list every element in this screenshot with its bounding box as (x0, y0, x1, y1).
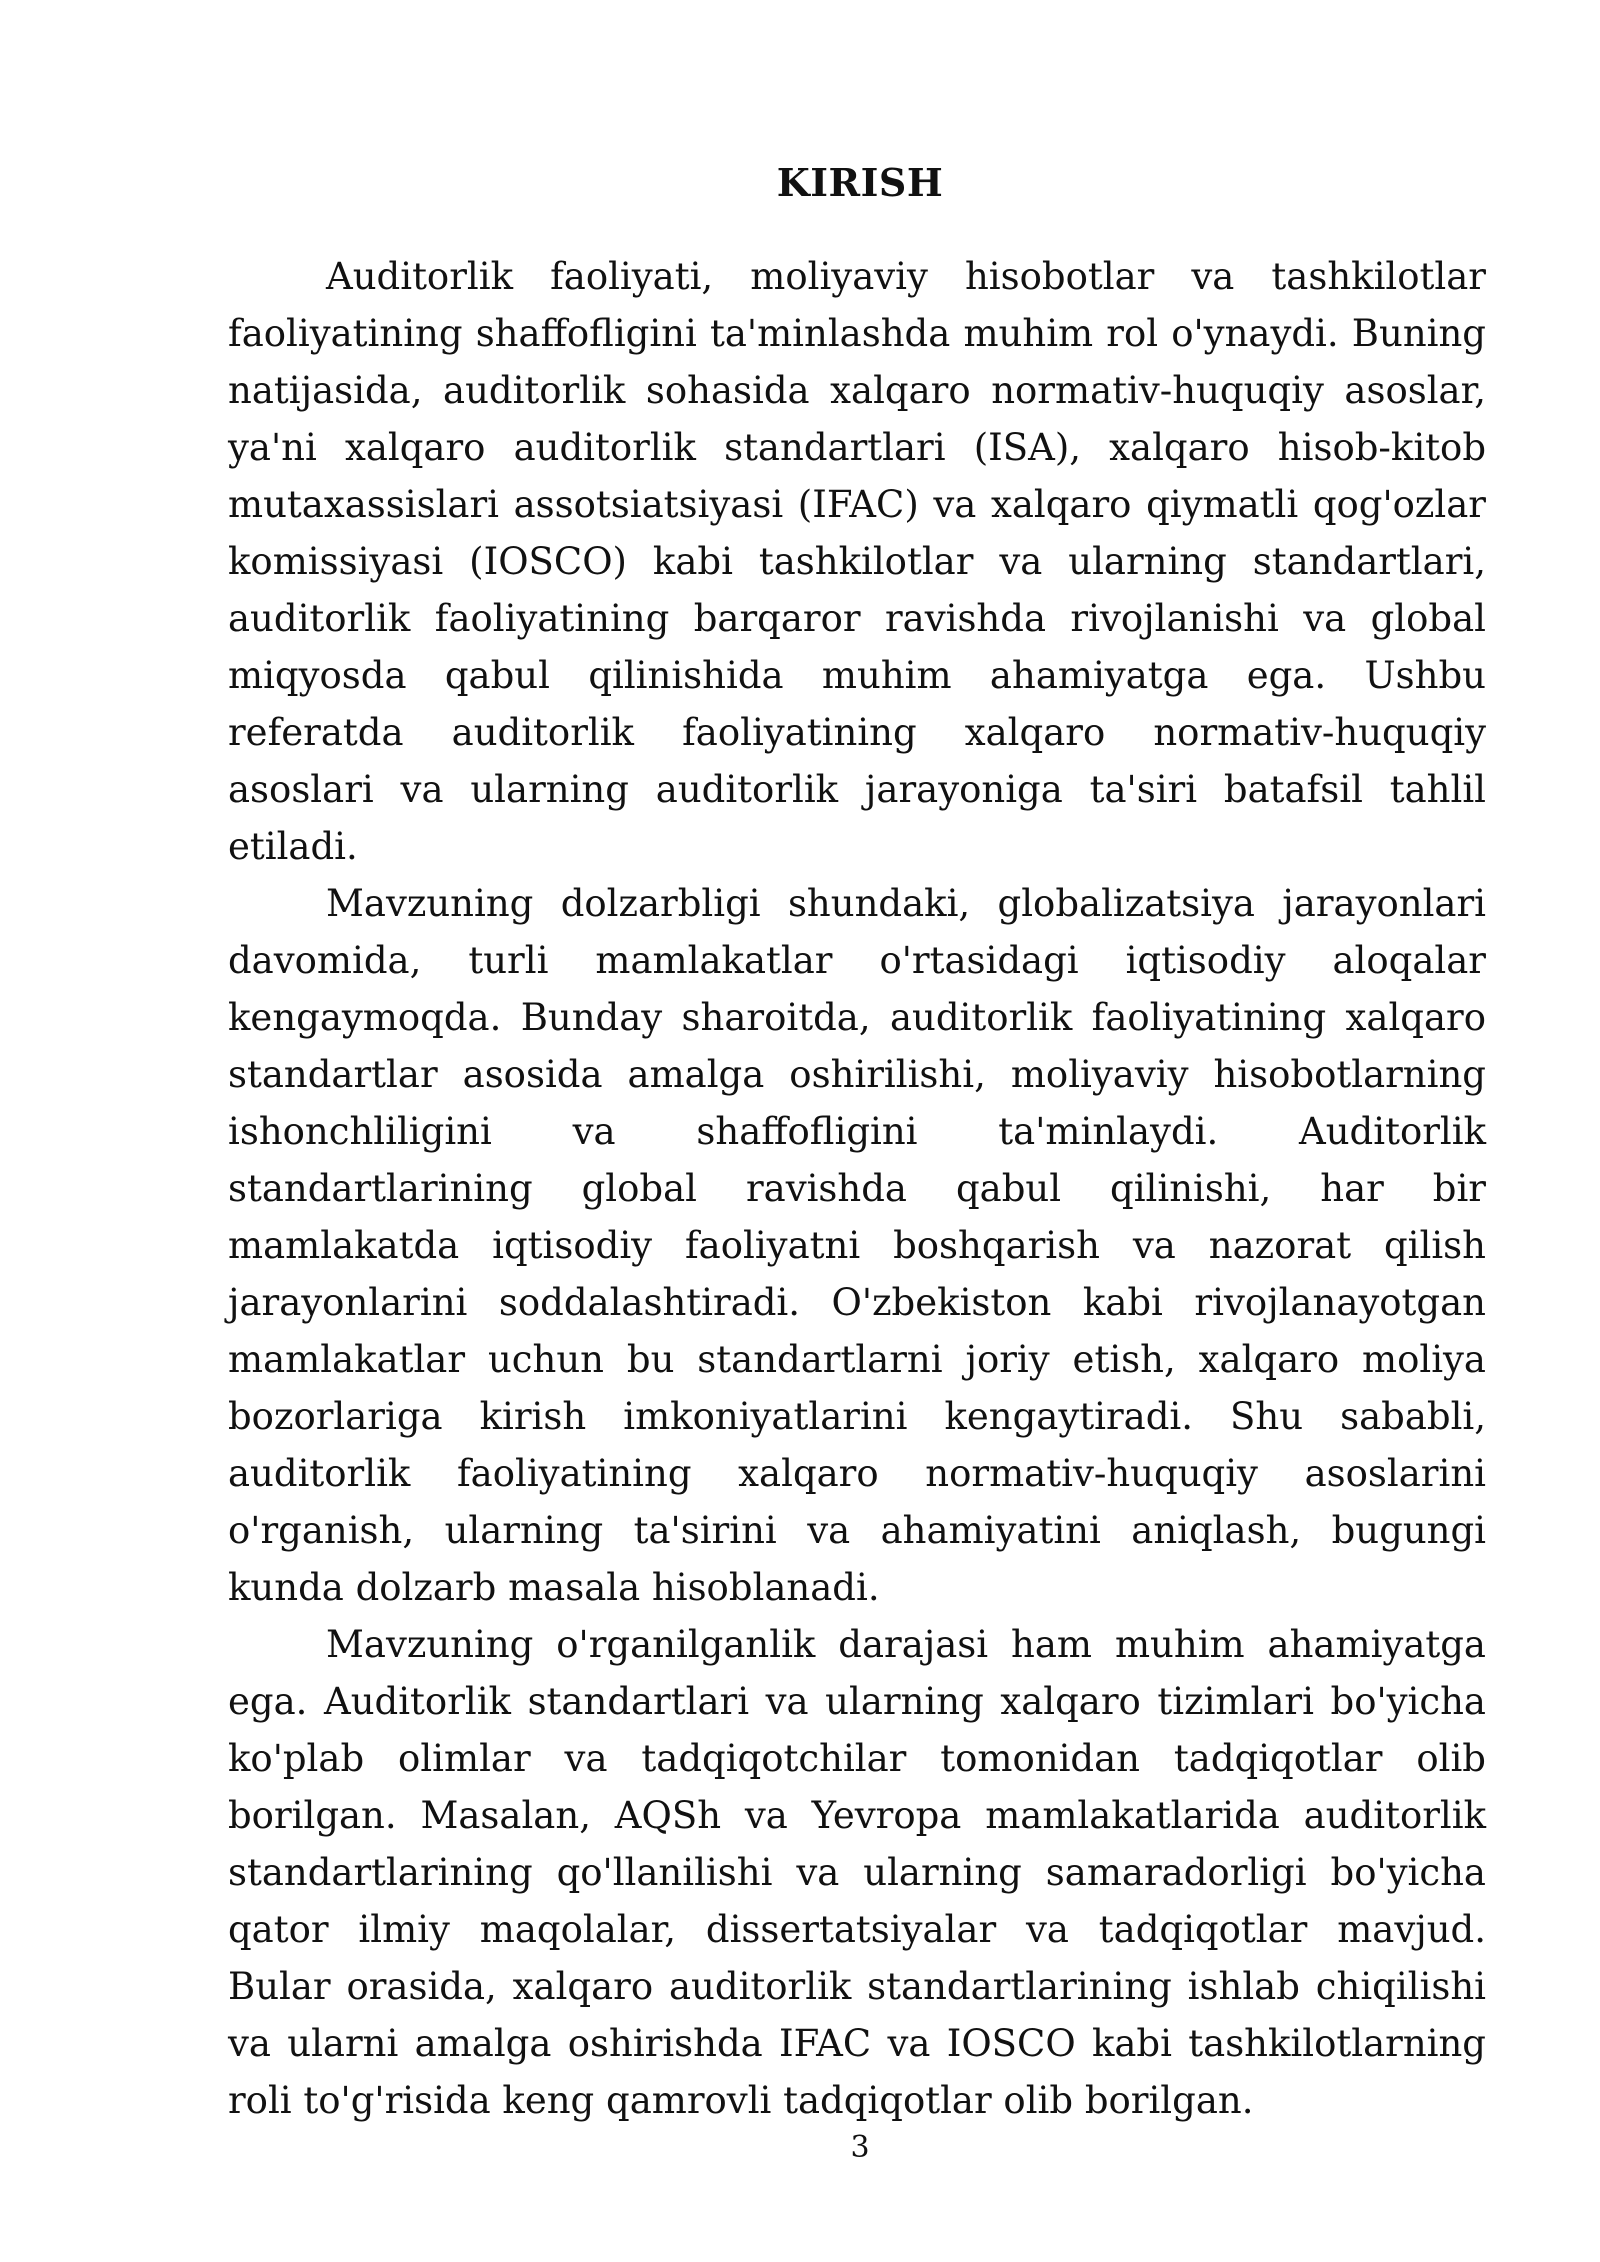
document-title: KIRISH (776, 160, 944, 205)
paragraph-research-degree: Mavzuning o'rganilganlik darajasi ham muhim ahamiyatga ega. Auditorlik standartlari va ularning xalqaro tizimlari bo'yicha ko'plab olimlar va tadqiqotchilar tomonidan tadqiqotlar olib borilgan. Masalan, AQSh va Yevropa mamlakatlarida auditorlik standartlarining qo'llanilishi va ularning samaradorligi bo'yicha qator ilmiy maqolalar, dissertatsiyalar va tadqiqotlar mavjud. Bular orasida, xalqaro auditorlik standartlarining ishlab chiqilishi va ularni amalga oshirishda IFAC va IOSCO kabi tashkilotlarning roli to'g'risida keng qamrovli tadqiqotlar olib borilgan. (228, 1623, 1486, 2122)
paragraph-relevance: Mavzuning dolzarbligi shundaki, globalizatsiya jarayonlari davomida, turli mamlakatlar o'rtasidagi iqtisodiy aloqalar kengaymoqda. Bunday sharoitda, auditorlik faoliyatining xalqaro standartlar asosida amalga oshirilishi, moliyaviy hisobotlarning ishonchliligini va shaffofligini ta'minlaydi. Auditorlik standartlarining global ravishda qabul qilinishi, har bir mamlakatda iqtisodiy faoliyatni boshqarish va nazorat qilish jarayonlarini soddalashtiradi. O'zbekiston kabi rivojlanayotgan mamlakatlar uchun bu standartlarni joriy etish, xalqaro moliya bozorlariga kirish imkoniyatlarini kengaytiradi. Shu sababli, auditorlik faoliyatining xalqaro normativ-huquqiy asoslarini o'rganish, ularning ta'sirini va ahamiyatini aniqlash, bugungi kunda dolzarb masala hisoblanadi. (228, 882, 1486, 1609)
page-number: 3 (850, 2130, 870, 2165)
document-body (228, 248, 1486, 2129)
paragraph-introduction: Auditorlik faoliyati, moliyaviy hisobotlar va tashkilotlar faoliyatining shaffofligini ta'minlashda muhim rol o'ynaydi. Buning natijasida, auditorlik sohasida xalqaro normativ-huquqiy asoslar, ya'ni xalqaro auditorlik standartlari (ISA), xalqaro hisob-kitob mutaxassislari assotsiatsiyasi (IFAC) va xalqaro qiymatli qog'ozlar komissiyasi (IOSCO) kabi tashkilotlar va ularning standartlari, auditorlik faoliyatining barqaror ravishda rivojlanishi va global miqyosda qabul qilinishida muhim ahamiyatga ega. Ushbu referatda auditorlik faoliyatining xalqaro normativ-huquqiy asoslari va ularning auditorlik jarayoniga ta'siri batafsil tahlil etiladi. (228, 255, 1486, 868)
